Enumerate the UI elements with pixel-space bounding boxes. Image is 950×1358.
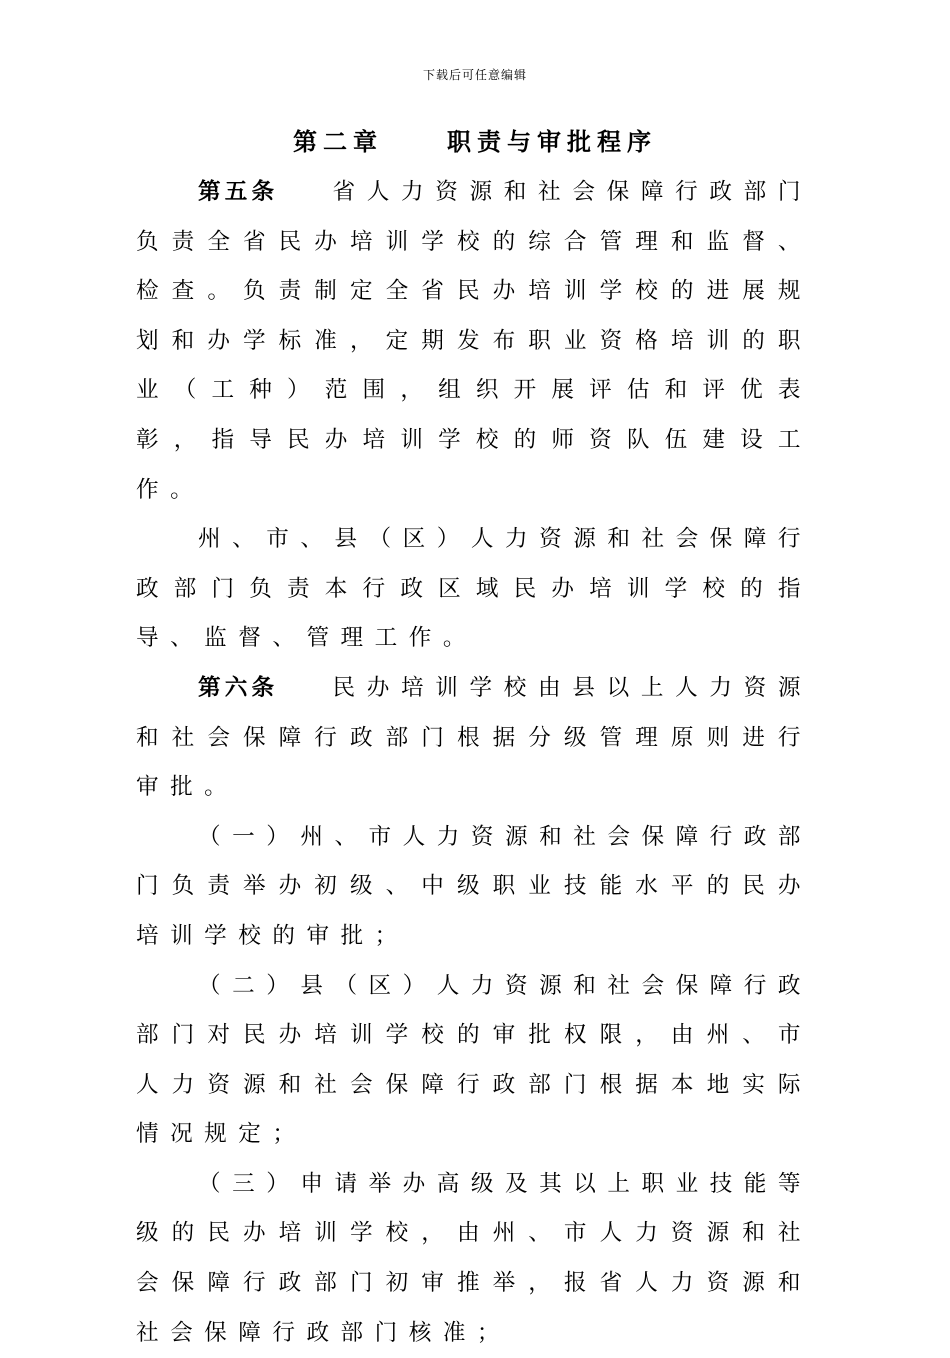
paragraph-text: 州、市、县（区）人力资源和社会保障行政部门负责本行政区域民办培训学校的指导、监督、管理工作。 [136,526,812,652]
chapter-number: 第二章 [293,128,383,156]
paragraph-text: （一）州、市人力资源和社会保障行政部门负责举办初级、中级职业技能水平的民办培训学校的审批； [136,823,812,949]
paragraph-item-1 [136,813,812,962]
paragraph-text: 民办培训学校由县以上人力资源和社会保障行政部门根据分级管理原则进行审批。 [136,674,813,801]
paragraph-article-6 [136,664,812,813]
header-note: 下载后可任意编辑 [422,68,527,82]
chapter-title [0,122,950,157]
article-label: 第五条 [198,179,279,205]
paragraph-local-duties [136,515,812,664]
article-label: 第六条 [198,674,279,701]
paragraph-text: （三）申请举办高级及其以上职业技能等级的民办培训学校，由州、市人力资源和社会保障行政部门初审推举，报省人力资源和社会保障行政部门核准； [136,1170,812,1346]
document-body [136,168,812,1358]
chapter-heading: 职责与审批程序 [447,128,657,156]
paragraph-text: （二）县（区）人力资源和社会保障行政部门对民办培训学校的审批权限，由州、市人力资源和社会保障行政部门根据本地实际情况规定； [136,972,812,1148]
paragraph-article-5 [136,168,812,515]
paragraph-item-2 [136,962,812,1160]
paragraph-text: 省人力资源和社会保障行政部门负责全省民办培训学校的综合管理和监督、检查。负责制定全省民办培训学校的进展规划和办学标准，定期发布职业资格培训的职业（工种）范围，组织开展评估和评优表彰，指导民办培训学校的师资队伍建设工作。 [136,179,813,503]
paragraph-item-3 [136,1160,812,1358]
